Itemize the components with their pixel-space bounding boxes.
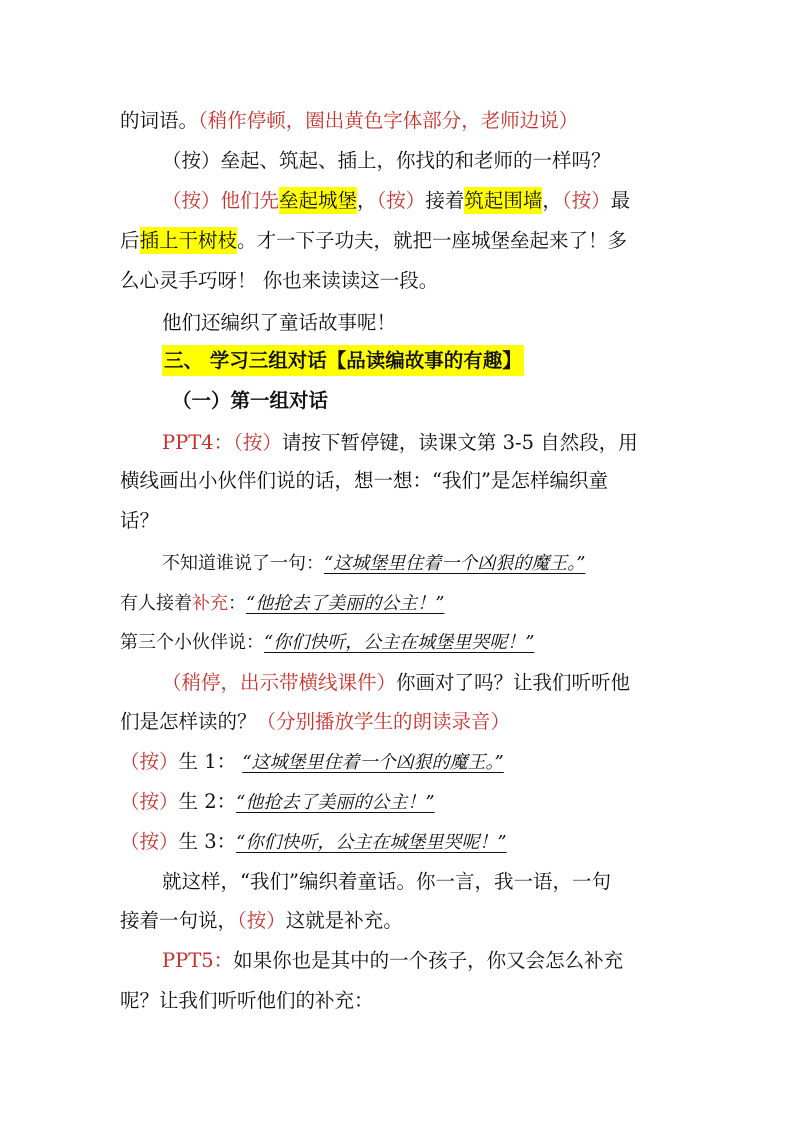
- text: 他们还编织了童话故事呢！: [162, 311, 397, 334]
- paragraph-7-line-2: [120, 908, 403, 934]
- press-tag: （按）: [120, 830, 179, 853]
- paragraph-3-line-1: [162, 188, 630, 214]
- text: 接着: [425, 189, 465, 212]
- quote-lead: 第三个小伙伴说：: [120, 632, 264, 653]
- highlighted-phrase: 垒起城堡: [279, 189, 358, 212]
- text: 接着一句说，: [120, 909, 238, 932]
- paragraph-8-line-2: [120, 988, 374, 1014]
- student-line: [120, 829, 507, 856]
- text: 呢？让我们听听他们的补充：: [120, 989, 374, 1012]
- text: 。才一下子功夫，就把一座城堡垒起来了！多: [237, 229, 628, 252]
- quote-lead: 不知道谁说了一句：: [162, 553, 324, 574]
- quote-line-3: [120, 630, 534, 656]
- underlined-quote: “你们快听，公主在城堡里哭呢！”: [236, 832, 507, 853]
- quote-lead: 有人接着: [120, 593, 192, 614]
- student-label: 生 3：: [178, 830, 237, 853]
- text: ，: [357, 189, 377, 212]
- paragraph-4: [162, 310, 396, 336]
- text: 这就是补充。: [285, 909, 403, 932]
- stage-direction: （按）: [376, 189, 426, 212]
- student-line: [120, 789, 435, 816]
- press-tag: （按）: [237, 909, 286, 932]
- paragraph-8-line-1: [162, 948, 623, 974]
- section-heading: 三、 学习三组对话【品读编故事的有趣】: [162, 345, 524, 376]
- text: 的词语。: [120, 109, 199, 132]
- slide-label: PPT5：: [162, 949, 234, 972]
- stage-direction: （按）他们先: [162, 189, 280, 212]
- underlined-quote: “你们快听，公主在城堡里哭呢！”: [264, 632, 535, 653]
- text: 最: [610, 189, 631, 212]
- paragraph-5-line-3: [120, 508, 159, 534]
- slide-label: PPT4：（按）: [162, 431, 282, 454]
- section-heading-3: [162, 348, 524, 374]
- quote-lead: ：: [228, 593, 246, 614]
- text: 横线画出小伙伴们说的话，想一想：“我们”是怎样编织童: [120, 469, 608, 492]
- stage-direction: （按）: [561, 189, 611, 212]
- text: ，: [542, 189, 562, 212]
- highlighted-phrase: 筑起围墙: [464, 189, 543, 212]
- underlined-quote: “这城堡里住着一个凶狠的魔王。”: [324, 553, 586, 574]
- stage-direction: （稍停，出示带横线课件）: [162, 671, 397, 694]
- quote-line-1: [162, 551, 585, 577]
- paragraph-2: [162, 148, 611, 174]
- stage-direction: （分别播放学生的朗读录音）: [256, 710, 511, 733]
- text: 们是怎样读的？: [120, 710, 257, 733]
- stage-direction: （稍作停顿，圈出黄色字体部分，老师边说）: [198, 109, 579, 132]
- paragraph-1: [120, 108, 578, 134]
- text: 就这样，“我们”编织着童话。你一言，我一语，一句: [162, 870, 611, 893]
- student-line: [120, 749, 504, 776]
- underlined-quote: “他抢去了美丽的公主！”: [236, 792, 435, 813]
- text: 请按下暂停键，读课文第 3-5 自然段，用: [281, 431, 638, 454]
- paragraph-5-line-1: [162, 430, 638, 456]
- text: 如果你也是其中的一个孩子，你又会怎么补充: [233, 949, 624, 972]
- paragraph-6-line-1: [162, 670, 630, 696]
- keyword: 补充: [192, 593, 228, 614]
- student-label: 生 1：: [178, 750, 243, 773]
- student-label: 生 2：: [178, 790, 237, 813]
- paragraph-7-line-1: [162, 869, 611, 895]
- text: 么心灵手巧呀！ 你也来读读这一段。: [120, 269, 439, 292]
- paragraph-6-line-2: [120, 709, 510, 735]
- text: 话？: [120, 509, 160, 532]
- subheading-1: [172, 388, 328, 414]
- subheading: （一）第一组对话: [172, 389, 329, 412]
- underlined-quote: “他抢去了美丽的公主！”: [246, 593, 445, 614]
- press-tag: （按）: [120, 750, 179, 773]
- paragraph-3-line-3: [120, 268, 438, 294]
- highlighted-phrase: 插上干树枝: [139, 229, 238, 252]
- paragraph-3-line-2: [120, 228, 627, 254]
- quote-line-2: [120, 591, 444, 617]
- text: 你画对了吗？让我们听听他: [396, 671, 631, 694]
- underlined-quote: “这城堡里住着一个凶狠的魔王。”: [242, 752, 504, 773]
- paragraph-5-line-2: [120, 468, 608, 494]
- text: （按）垒起、筑起、插上，你找的和老师的一样吗？: [162, 149, 611, 172]
- text: 后: [120, 229, 140, 252]
- press-tag: （按）: [120, 790, 179, 813]
